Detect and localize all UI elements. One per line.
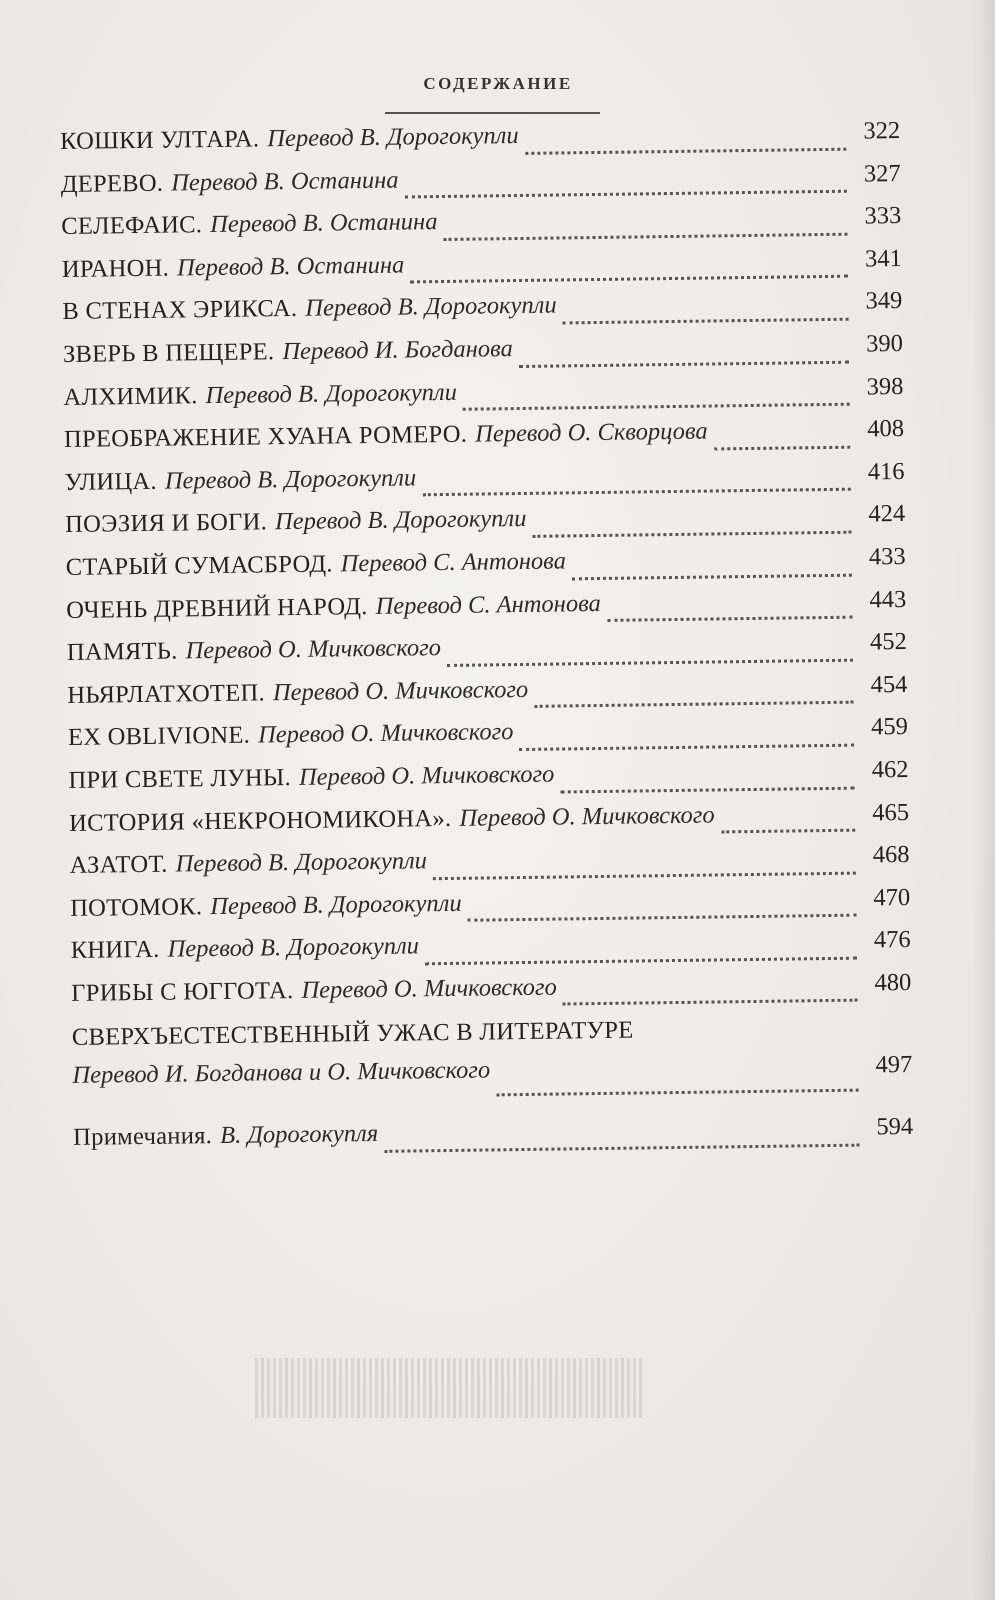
work-title: ИСТОРИЯ «НЕКРОНОМИКОНА». [68,804,452,837]
work-title: АЗАТОТ. [69,850,168,880]
page-number: 349 [865,287,903,315]
work-title: ГРИБЫ С ЮГГОТА. [71,976,294,1007]
translator-credit: Перевод В. Дорогокупли [205,378,458,409]
page-number: 322 [863,117,901,145]
translator-credit: Перевод В. Дорогокупли [267,121,519,153]
dot-leader [525,147,847,154]
page-number: 416 [867,457,905,486]
page-number: 341 [864,244,902,273]
translator-credit: Перевод В. Дорогокупли [175,847,428,878]
dot-leader [607,616,852,622]
work-title: ПАМЯТЬ. [66,637,178,667]
dot-leader [411,275,849,284]
work-title: В СТЕНАХ ЭРИКСА. [62,295,298,326]
page-number: 390 [865,329,904,358]
dot-leader [496,1089,858,1097]
table-of-contents [60,117,914,1167]
translator-credit: Перевод В. Останина [176,251,405,282]
page-number: 327 [863,159,901,188]
dot-leader [425,957,857,966]
translator-credit: Перевод О. Мичковского [185,634,442,665]
toc-entry-notes [73,1113,913,1167]
dot-leader [561,786,855,793]
page-number: 443 [869,585,907,613]
work-title: ОЧЕНЬ ДРЕВНИЙ НАРОД. [66,592,368,624]
translator-credit: Перевод В. Дорогокупли [274,505,527,536]
dot-leader [422,488,850,497]
translator-credit: Перевод С. Антонова [340,547,567,578]
work-title: ПРИ СВЕТЕ ЛУНЫ. [68,763,292,794]
page-number: 424 [868,500,906,528]
page-number: 452 [869,628,907,656]
dot-leader [563,999,858,1006]
dot-leader [534,701,853,708]
translator-credit: Перевод О. Мичковского [257,718,514,749]
translator-credit: Перевод В. Дорогокупли [167,932,420,963]
work-title: АЛХИМИК. [63,381,198,411]
page-number: 454 [870,670,908,699]
page-title: СОДЕРЖАНИЕ [423,74,573,93]
work-title: СЕЛЕФАИС. [61,211,203,241]
dot-leader [468,914,857,922]
work-title: КНИГА. [70,936,160,965]
title-underline [385,112,600,114]
notes-label: Примечания. [73,1122,213,1152]
dot-leader [384,1144,859,1153]
page-number: 476 [873,926,911,954]
dot-leader [405,190,847,199]
work-title: ИРАНОН. [61,254,170,283]
page-number: 468 [872,841,910,869]
page-number: 333 [864,202,902,230]
work-title: EX OBLIVIONE. [67,721,251,752]
translator-credit: Перевод О. Скворцова [474,417,708,448]
binding-shadow [973,0,995,1600]
dot-leader [520,744,855,751]
translator-credit: Перевод О. Мичковского [459,800,715,832]
dot-leader [563,318,849,325]
dot-leader [444,232,848,240]
dot-leader [447,658,853,666]
dot-leader [519,360,849,367]
work-title: СВЕРХЪЕСТЕСТВЕННЫЙ УЖАС В ЛИТЕРАТУРЕ [71,1017,634,1052]
translator-credit: Перевод И. Богданова [282,335,513,366]
translator-credit: Перевод И. Богданова и О. Мичковского [72,1056,491,1090]
page-number: 459 [870,713,909,741]
work-title: НЬЯРЛАТХОТЕП. [67,679,266,709]
work-title: ПОТОМОК. [70,892,203,922]
dot-leader [433,871,856,880]
work-title: ДЕРЕВО. [60,169,164,198]
work-title: СТАРЫЙ СУМАСБРОД. [65,550,333,581]
page-number: 497 [875,1051,913,1079]
dot-leader [572,573,852,580]
dot-leader [463,403,850,411]
show-through-barcode [255,1358,645,1418]
page-number: 398 [866,372,904,401]
page-number: 470 [873,883,911,912]
work-title: ПОЭЗИЯ И БОГИ. [65,508,268,539]
page-number: 480 [874,968,912,997]
translator-credit: Перевод В. Останина [210,208,438,239]
translator-credit: Перевод О. Мичковского [301,973,557,1004]
work-title: УЛИЦА. [64,467,158,496]
page-number: 462 [871,755,909,784]
dot-leader [533,531,852,538]
translator-credit: Перевод В. Дорогокупли [164,464,417,495]
translator-credit: Перевод С. Антонова [375,589,602,620]
work-title: КОШКИ УЛТАРА. [60,125,260,155]
page-number: 594 [876,1113,914,1141]
dot-leader [721,829,855,834]
toc-entry-essay [72,1051,913,1112]
dot-leader [714,445,850,450]
work-title: ЗВЕРЬ В ПЕЩЕРЕ. [62,338,275,368]
page-number: 433 [868,542,906,571]
translator-credit: В. Дорогокупля [219,1120,379,1150]
translator-credit: Перевод О. Мичковского [298,760,555,791]
work-title: ПРЕОБРАЖЕНИЕ ХУАНА РОМЕРО. [63,420,468,454]
translator-credit: Перевод О. Мичковского [272,675,529,706]
translator-credit: Перевод В. Останина [171,166,399,197]
page-number: 408 [867,415,905,443]
translator-credit: Перевод В. Дорогокупли [305,291,557,323]
page-number: 465 [872,798,910,826]
translator-credit: Перевод В. Дорогокупли [210,889,462,920]
